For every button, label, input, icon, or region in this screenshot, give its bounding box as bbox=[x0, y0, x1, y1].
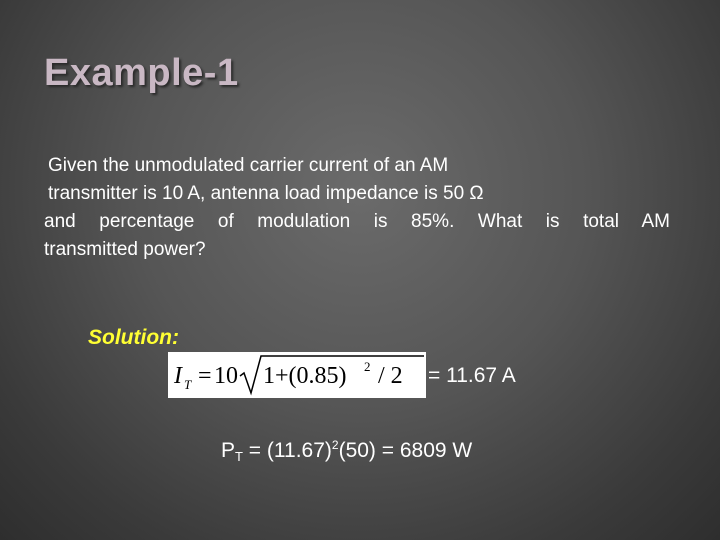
power-equation bbox=[221, 438, 472, 464]
current-formula-image bbox=[168, 352, 426, 398]
power-expression-part2: (50) = 6809 W bbox=[338, 439, 473, 462]
formula-lhs-subscript: T bbox=[184, 377, 192, 392]
question-line-1: Given the unmodulated carrier current of an AM bbox=[48, 155, 449, 176]
formula-radicand: 1+(0.85) bbox=[263, 363, 347, 389]
power-expression-exponent: 2 bbox=[331, 438, 339, 452]
power-symbol-subscript: T bbox=[235, 449, 243, 464]
formula-equals: = bbox=[198, 363, 212, 389]
formula-tail: / 2 bbox=[378, 363, 403, 389]
question-line-3: and percentage of modulation is 85%. What is total AM bbox=[44, 211, 670, 232]
current-formula bbox=[168, 352, 426, 398]
question-text bbox=[44, 152, 670, 264]
formula-lhs: I bbox=[174, 363, 182, 389]
formula-exponent: 2 bbox=[364, 359, 371, 374]
current-result: = 11.67 A bbox=[428, 364, 516, 387]
question-line-2: transmitter is 10 A, antenna load impedance is 50 Ω bbox=[48, 183, 484, 204]
slide-title: Example-1 bbox=[44, 52, 239, 94]
solution-label: Solution: bbox=[88, 326, 179, 349]
question-line-4: transmitted power? bbox=[44, 239, 206, 260]
power-symbol: P bbox=[221, 439, 236, 462]
power-expression-part1: = (11.67) bbox=[242, 439, 332, 462]
formula-coefficient: 10 bbox=[214, 363, 238, 389]
